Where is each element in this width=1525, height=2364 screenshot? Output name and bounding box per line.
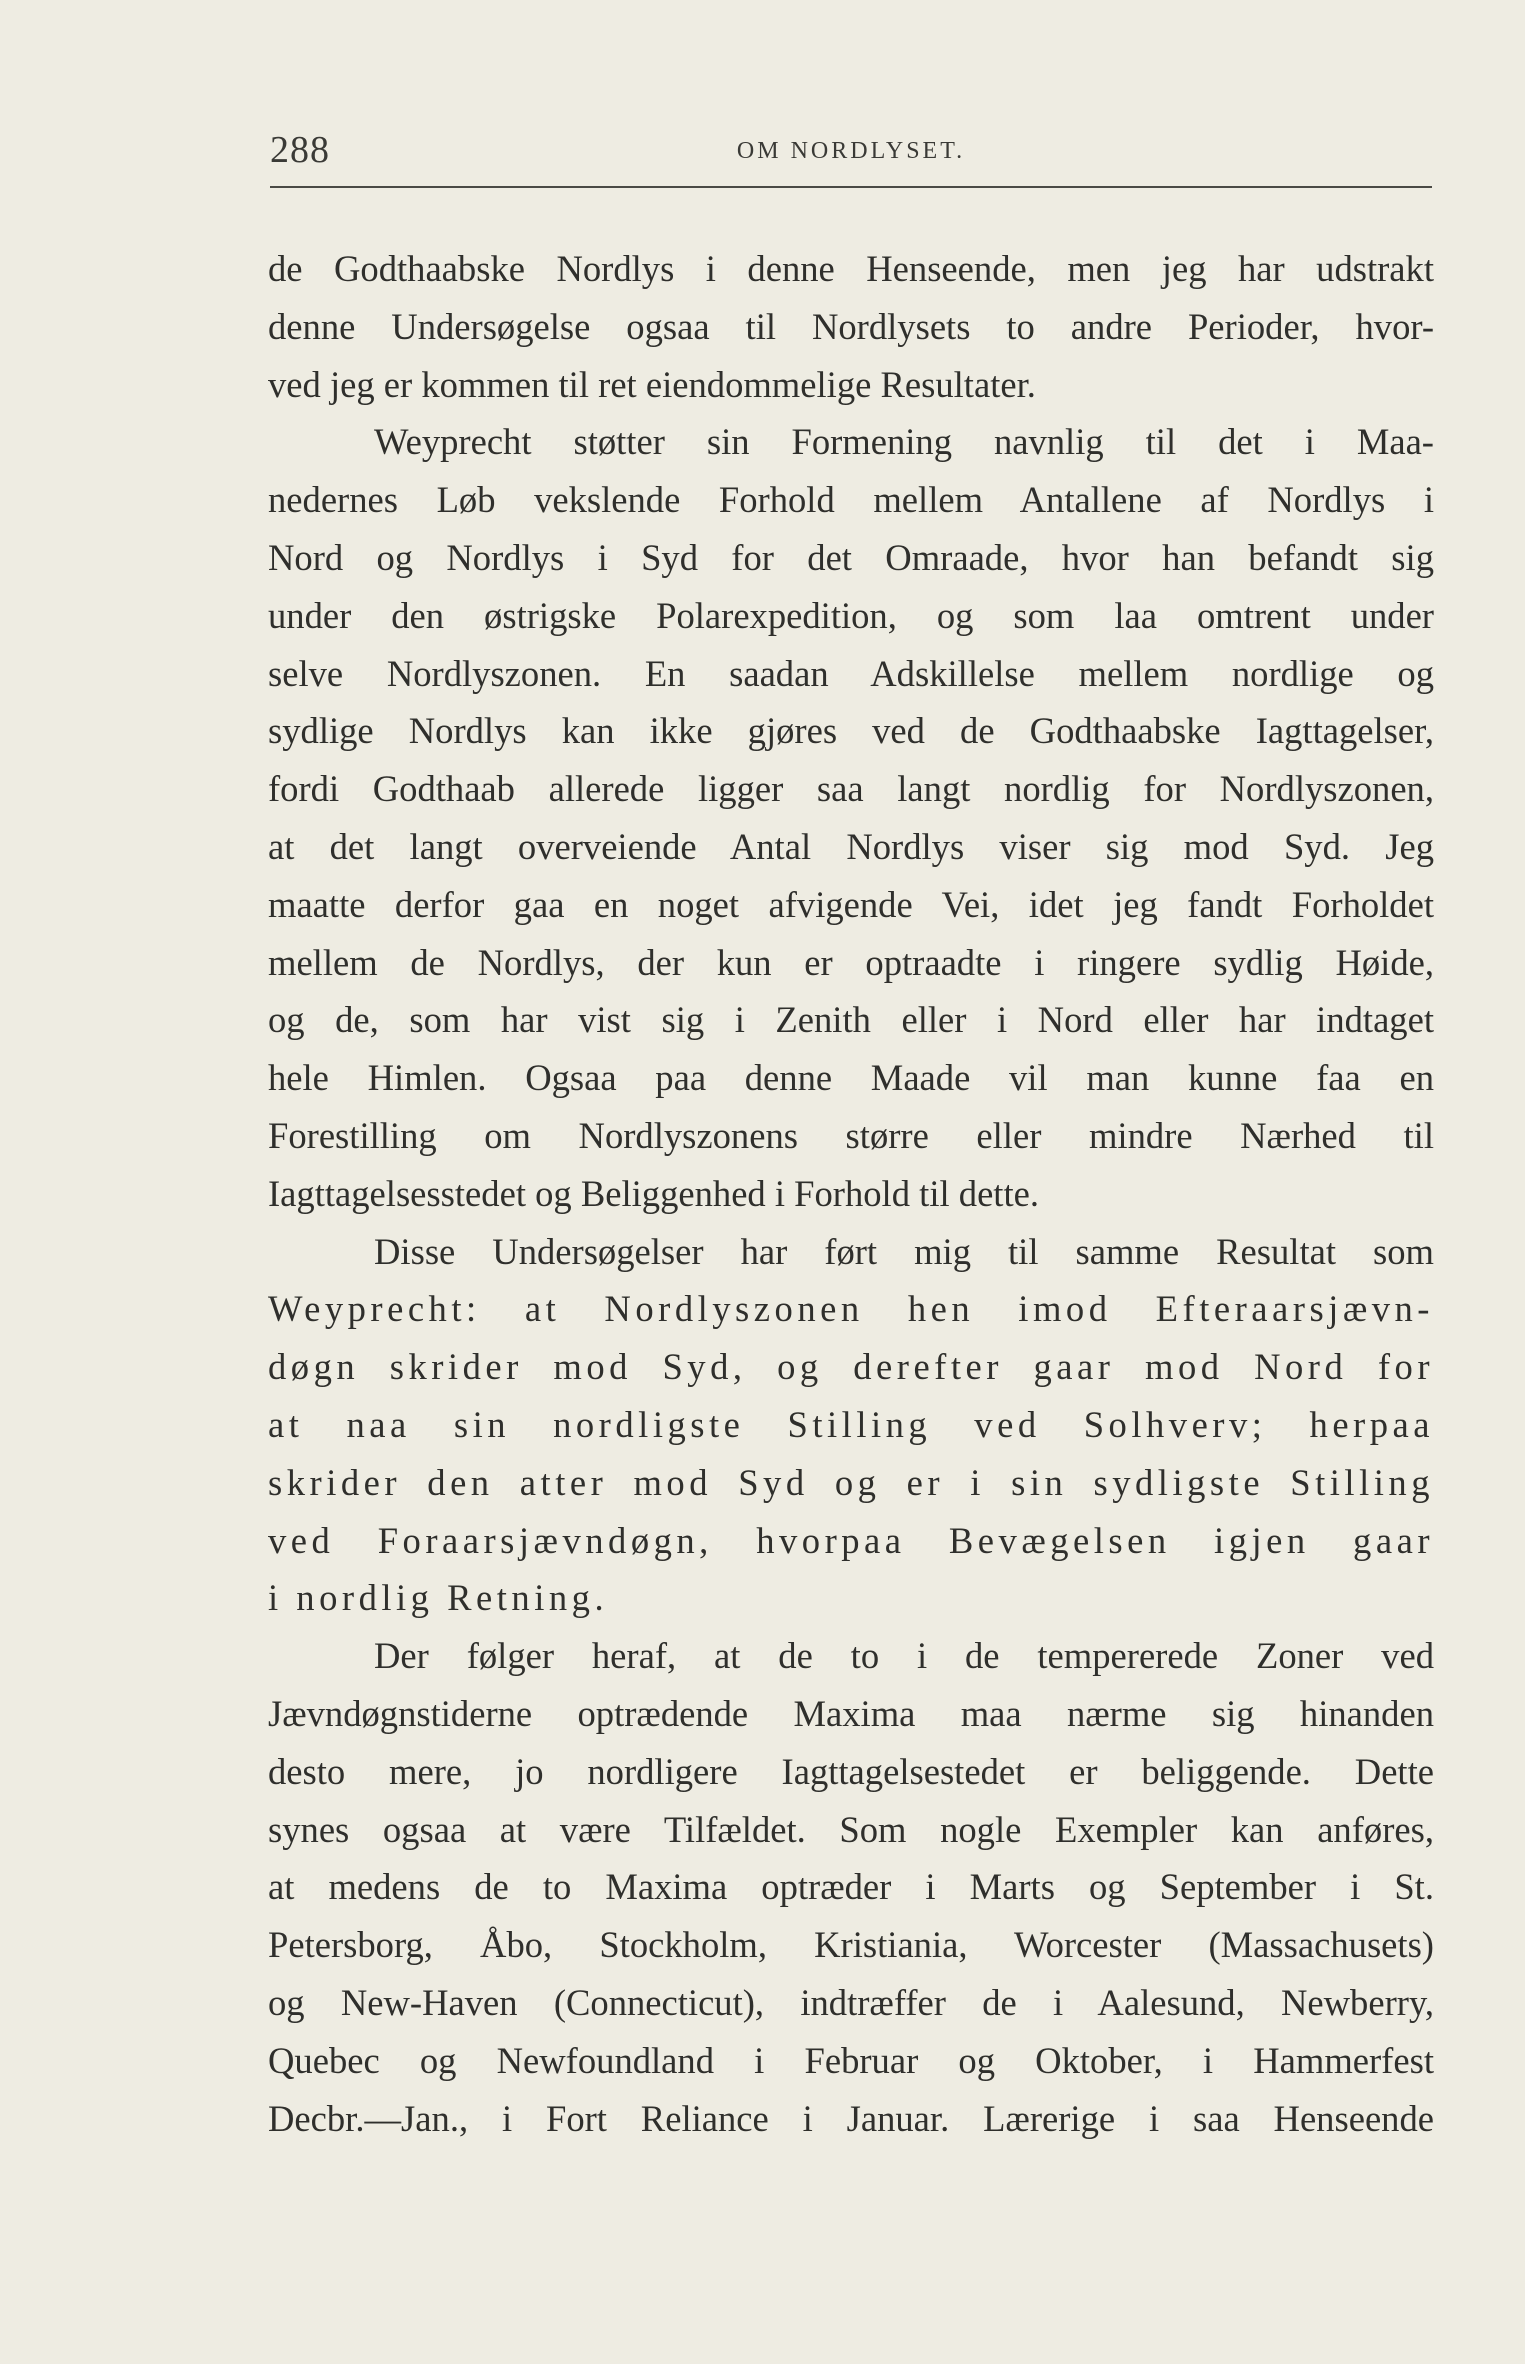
- text-line: under den østrigske Polarexpedition, og som laa omtrent under: [268, 594, 1434, 636]
- text-line-spaced: Weyprecht: at Nordlyszonen hen imod Efteraarsjævn-: [268, 1288, 1434, 1330]
- text-line: Weyprecht støtter sin Formening navnlig til det i Maa-: [374, 421, 1434, 463]
- text-line: mellem de Nordlys, der kun er optraadte i ringere sydlig Høide,: [268, 941, 1434, 983]
- text-line: Nord og Nordlys i Syd for det Omraade, hvor han befandt sig: [268, 536, 1434, 578]
- body-text: [268, 240, 1434, 2147]
- text-line: og New-Haven (Connecticut), indtræffer de i Aalesund, Newberry,: [268, 1981, 1434, 2023]
- text-line-spaced: ved Foraarsjævndøgn, hvorpaa Bevægelsen igjen gaar: [268, 1519, 1434, 1561]
- text-line: desto mere, jo nordligere Iagttagelsestedet er beliggende. Dette: [268, 1750, 1434, 1792]
- text-line-spaced: døgn skrider mod Syd, og derefter gaar mod Nord for: [268, 1346, 1434, 1388]
- text-line: hele Himlen. Ogsaa paa denne Maade vil man kunne faa en: [268, 1057, 1434, 1099]
- text-line: at medens de to Maxima optræder i Marts og September i St.: [268, 1866, 1434, 1908]
- text-line: de Godthaabske Nordlys i denne Henseende, men jeg har udstrakt: [268, 248, 1434, 289]
- running-head: OM NORDLYSET.: [736, 138, 966, 164]
- text-line: nedernes Løb vekslende Forhold mellem Antallene af Nordlys i: [268, 479, 1434, 521]
- text-line: og de, som har vist sig i Zenith eller i Nord eller har indtaget: [268, 999, 1434, 1041]
- text-line: Decbr.—Jan., i Fort Reliance i Januar. Lærerige i saa Henseende: [268, 2097, 1434, 2139]
- text-line: selve Nordlyszonen. En saadan Adskillelse mellem nordlige og: [268, 652, 1434, 694]
- text-line: sydlige Nordlys kan ikke gjøres ved de Godthaabske Iagttagelser,: [268, 710, 1434, 752]
- text-line: Forestilling om Nordlyszonens større eller mindre Nærhed til: [268, 1114, 1434, 1156]
- text-line: Petersborg, Åbo, Stockholm, Kristiania, Worcester (Massachusets): [268, 1924, 1434, 1966]
- page-header: [270, 128, 1432, 188]
- text-line: maatte derfor gaa en noget afvigende Vei, idet jeg fandt Forholdet: [268, 883, 1434, 925]
- text-line: at det langt overveiende Antal Nordlys viser sig mod Syd. Jeg: [268, 825, 1434, 867]
- text-line: fordi Godthaab allerede ligger saa langt nordlig for Nordlyszonen,: [268, 768, 1434, 810]
- text-line: Quebec og Newfoundland i Februar og Oktober, i Hammerfest: [268, 2039, 1434, 2081]
- text-line: Disse Undersøgelser har ført mig til samme Resultat som: [374, 1230, 1434, 1272]
- text-line: denne Undersøgelse ogsaa til Nordlysets to andre Perioder, hvor-: [268, 305, 1434, 347]
- text-line: synes ogsaa at være Tilfældet. Som nogle Exempler kan anføres,: [268, 1808, 1434, 1850]
- text-line-spaced: i nordlig Retning.: [268, 1577, 609, 1619]
- text-line: Iagttagelsesstedet og Beliggenhed i Forhold til dette.: [268, 1172, 1040, 1214]
- text-line-spaced: skrider den atter mod Syd og er i sin sydligste Stilling: [268, 1461, 1434, 1503]
- text-line: ved jeg er kommen til ret eiendommelige Resultater.: [268, 363, 1036, 405]
- page-number: 288: [270, 129, 330, 171]
- text-line: Der følger heraf, at de to i de tempererede Zoner ved: [374, 1635, 1434, 1677]
- header-rule: [270, 186, 1432, 188]
- text-line: Jævndøgnstiderne optrædende Maxima maa nærme sig hinanden: [268, 1692, 1434, 1734]
- text-line-spaced: at naa sin nordligste Stilling ved Solhverv; herpaa: [268, 1403, 1434, 1445]
